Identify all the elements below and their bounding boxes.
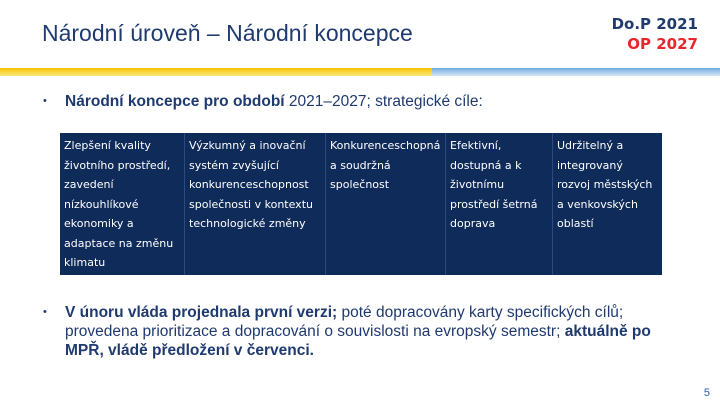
bullet2-text: poté dopracovány karty specifických cílů; provedena prioritizace a dopracování o souvislosti na evropský semestr; (65, 304, 624, 340)
goal-cell: Efektivní, dostupná a k životnímu prostředí šetrná doprava (446, 133, 553, 275)
band-yellow-segment (0, 68, 432, 76)
bullet-national-concept (43, 92, 695, 111)
bullet1-text: 2021–2027; strategické cíle: (284, 93, 483, 110)
band-blue-segment (432, 68, 720, 76)
bullet1-bold-text: Národní koncepce pro období (65, 93, 285, 110)
strategic-goals-table (60, 133, 662, 275)
bullet2-bold-text-2: aktuálně po MPŘ, vládě předložení v červenci. (65, 323, 651, 359)
goal-cell: Udržitelný a integrovaný rozvoj městských a venkovských oblastí (557, 139, 653, 230)
logo-line-1: Do.P 2021 (611, 15, 698, 33)
slide-title: Národní úroveň – Národní koncepce (42, 20, 413, 46)
goal-cell: Konkurenceschopná a soudržná společnost (326, 133, 446, 275)
goal-cell: Zlepšení kvality životního prostředí, zavedení nízkouhlíkové ekonomiky a adaptace na změnu klimatu (60, 133, 185, 275)
bullet-marker: • (43, 95, 47, 107)
bullet2-bold-text-1: V únoru vláda projednala první verzi; (65, 304, 338, 321)
header-divider-band (0, 68, 720, 76)
bullet-marker: • (43, 306, 47, 318)
logo-line-2: OP 2027 (627, 35, 698, 53)
program-logo (612, 14, 698, 54)
bullet-government-status (43, 303, 685, 360)
goal-cell: Výzkumný a inovační systém zvyšující konkurenceschopnost společnosti v kontextu technologické změny (185, 133, 326, 275)
page-number: 5 (703, 387, 710, 399)
